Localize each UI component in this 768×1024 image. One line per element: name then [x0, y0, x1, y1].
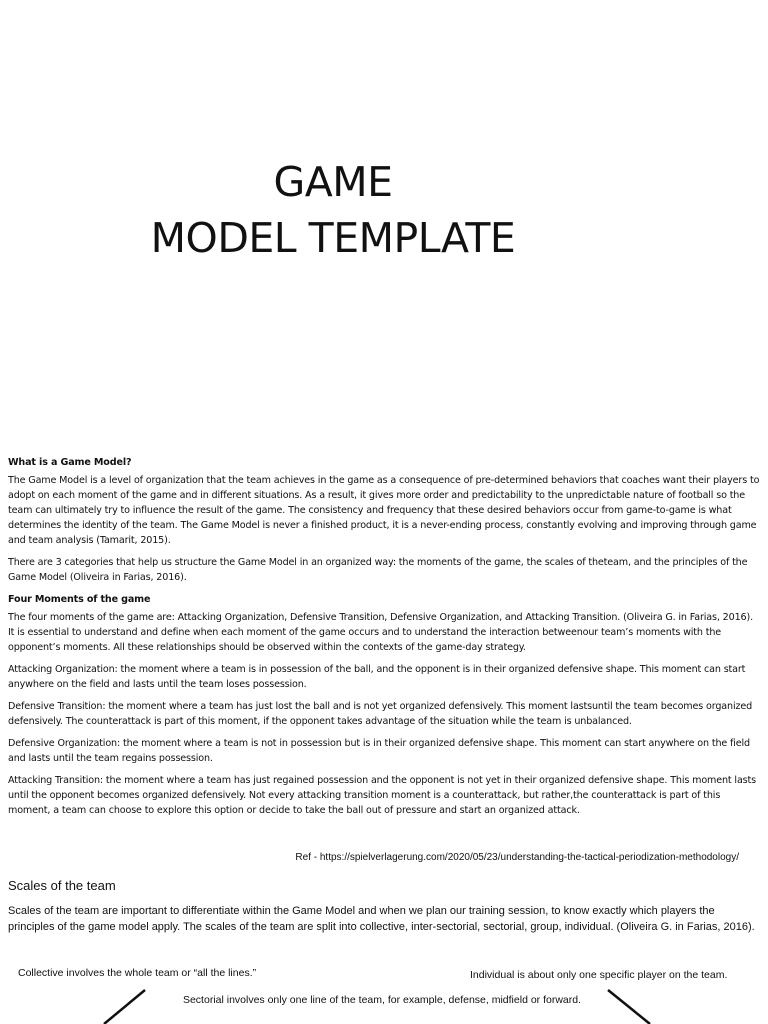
heading-scales-of-team: Scales of the team — [8, 878, 116, 893]
title-line-model-template: MODEL TEMPLATE — [150, 214, 516, 262]
paragraph-attacking-transition: Attacking Transition: the moment where a team has just regained possession and the opponent is not yet in their organized defensive shape. This moment lasts until the opponent becomes organized defensively. Not every attacking transition moment is a counterattack, but rather,the counterattack is part of this moment, a team can choose to explore this option or decide to take the ball out of pressure and start an organized attack. — [8, 775, 756, 816]
paragraph-four-moments: The four moments of the game are: Attacking Organization, Defensive Transition, Defensive Organization, and Attacking Transition. (Oliveira G. in Farias, 2016). It is essential to understand and define when each moment of the game occurs and to understand the interaction betweenour team’s moments with the opponent’s moments. All these relationships should be observed within the contexts of the game-day strategy. — [8, 612, 753, 653]
diagram-line-right — [608, 990, 650, 1024]
paragraph-three-categories: There are 3 categories that help us structure the Game Model in an organized way: the moments of the game, the scales of theteam, and the principles of the Game Model (Oliveira in Farias, 2016). — [8, 557, 748, 583]
diagram-label-collective: Collective involves the whole team or “all the lines.” — [18, 967, 257, 979]
reference-link[interactable]: Ref - https://spielverlagerung.com/2020/05/23/understanding-the-tactical-periodization-methodology/ — [295, 852, 739, 863]
paragraph-game-model-definition: The Game Model is a level of organization that the team achieves in the game as a consequence of pre-determined behaviors that coaches want their players to adopt on each moment of the game and in different situations. As a result, it gives more order and predictability to the unpredictable nature of football so the team can ultimately try to influence the result of the game. The consistency and frequency that these desired behaviors occur from game-to-game is what determines the identity of the team. The Game Model is never a finished product, it is a never-ending process, constantly evolving and improving through game and team analysis (Tamarit, 2015). — [8, 475, 760, 546]
heading-what-is-game-model: What is a Game Model? — [8, 457, 132, 468]
paragraph-defensive-organization: Defensive Organization: the moment where a team is not in possession but is in their organized defensive shape. This moment can start anywhere on the field and lasts until the team regains possession. — [8, 738, 750, 764]
diagram-line-left — [104, 990, 145, 1024]
paragraph-attacking-organization: Attacking Organization: the moment where a team is in possession of the ball, and the opponent is in their organized defensive shape. This moment can start anywhere on the field and lasts until the team loses possession. — [8, 664, 746, 690]
diagram-label-individual: Individual is about only one specific player on the team. — [470, 969, 728, 981]
heading-four-moments: Four Moments of the game — [8, 594, 151, 605]
paragraph-scales-of-team: Scales of the team are important to differentiate within the Game Model and when we plan our training session, to know exactly which players the principles of the game model apply. The scales of the team are split into collective, inter-sectorial, sectorial, group, individual. (Oliveira G. in Farias, 2016). — [8, 905, 755, 933]
paragraph-defensive-transition: Defensive Transition: the moment where a team has just lost the ball and is not yet organized defensively. This moment lastsuntil the team becomes organized defensively. The counterattack is part of this moment, if the opponent takes advantage of the situation while the team is unbalanced. — [8, 701, 753, 727]
title-line-game: GAME — [273, 158, 393, 206]
diagram-label-sectorial: Sectorial involves only one line of the team, for example, defense, midfield or forward. — [182, 994, 582, 1006]
